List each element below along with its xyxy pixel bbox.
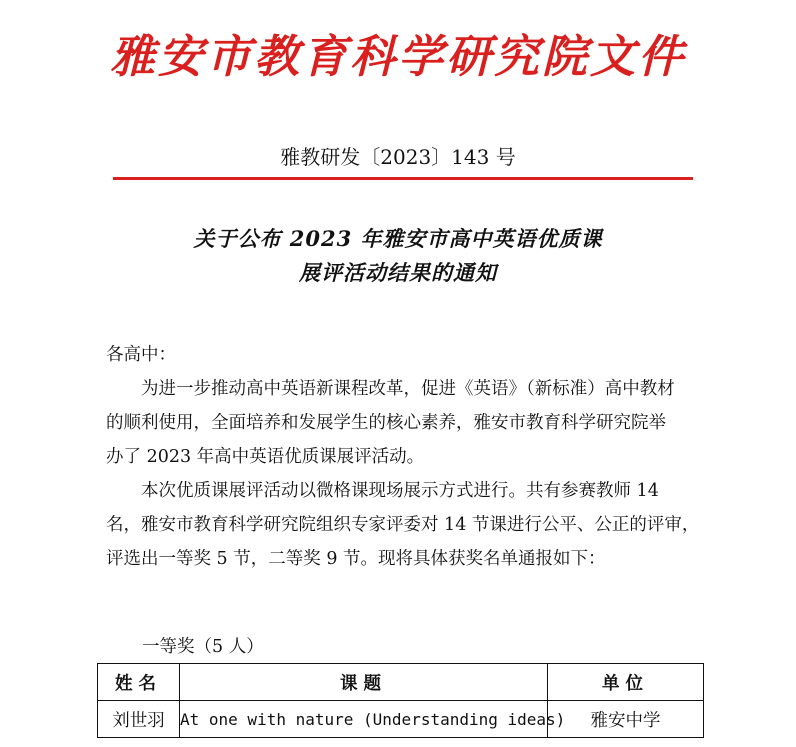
paragraph-1 <box>106 372 702 474</box>
first-prize-heading: 一等奖（5 人） <box>142 637 264 657</box>
notice-title <box>0 222 796 290</box>
document-number: 雅教研发〔2023〕143 号 <box>280 145 516 169</box>
notice-title-line-1: 关于公布 2023 年雅安市高中英语优质课 <box>193 226 603 251</box>
column-header-name: 姓名 <box>98 664 180 701</box>
winner-name: 刘世羽 <box>98 701 180 738</box>
paragraph-2 <box>106 474 702 576</box>
paragraph-1-line-1: 为进一步推动高中英语新课程改革，促进《英语》（新标准）高中教材 <box>141 379 675 399</box>
masthead-title: 雅安市教育科学研究院文件 <box>109 30 686 83</box>
winner-unit: 雅安中学 <box>548 701 704 738</box>
award-table-header-row <box>98 664 704 701</box>
notice-body <box>106 338 702 576</box>
notice-title-line-2: 展评活动结果的通知 <box>299 260 497 285</box>
salutation: 各高中： <box>106 345 176 365</box>
paragraph-2-line-2: 名，雅安市教育科学研究院组织专家评委对 14 节课进行公平、公正的评审， <box>106 515 700 535</box>
column-header-topic: 课题 <box>180 664 548 701</box>
column-header-unit: 单位 <box>548 664 704 701</box>
paragraph-2-line-3: 评选出一等奖 5 节，二等奖 9 节。现将具体获奖名单通报如下： <box>106 549 606 569</box>
award-table <box>97 663 704 738</box>
paragraph-1-line-2: 的顺利使用，全面培养和发展学生的核心素养，雅安市教育科学研究院举 <box>106 413 666 433</box>
paragraph-2-line-1: 本次优质课展评活动以微格课现场展示方式进行。共有参赛教师 14 <box>141 481 659 501</box>
red-divider-line <box>113 177 693 180</box>
winner-topic: At one with nature (Understanding ideas) <box>180 701 548 738</box>
paragraph-1-line-3: 办了 2023 年高中英语优质课展评活动。 <box>106 447 425 467</box>
table-row <box>98 701 704 738</box>
